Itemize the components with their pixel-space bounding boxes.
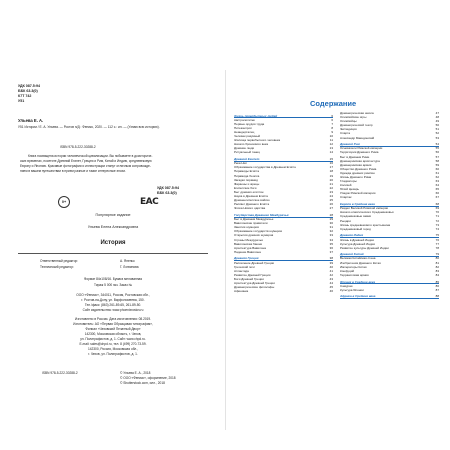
toc-entry-label: Рассвет Древнего Египта	[234, 202, 270, 207]
credit-name: А. Яненко	[120, 259, 135, 263]
toc-entry-page: 14	[329, 150, 333, 155]
toc-entry-label: Олимпийские игры	[340, 115, 367, 120]
toc-entry-label: Древние люди	[234, 146, 255, 151]
toc-entry-label: Река Нил	[234, 161, 248, 166]
toc-entry-page: 30	[329, 221, 333, 226]
toc-entry-label: Культура Японии	[340, 287, 364, 292]
printing-line: Изготовитель: АО «Первая Образцовая типография»,	[73, 322, 153, 326]
toc-entry-page: 28	[329, 212, 333, 217]
toc-entry-label: Вавилонская башня	[234, 241, 263, 246]
toc-entry-page: 59	[435, 162, 439, 167]
toc-entry-page: 6	[331, 113, 333, 118]
toc-entry-label: Япония в Средние века	[340, 279, 376, 284]
toc-entry-page: 44	[329, 281, 333, 286]
credit-name: Г. Логвинова	[120, 265, 139, 269]
toc-entry-page: 86	[435, 283, 439, 288]
toc-entry-page: 25	[329, 198, 333, 203]
toc-entry-page: 38	[329, 256, 333, 261]
toc-entry-page: 64	[435, 183, 439, 188]
toc-entry-label: Великая Китайская стена	[340, 256, 376, 261]
toc-entry-page: 31	[329, 225, 333, 230]
printing-line: г. Чехов, ул. Полиграфистов, д. 1.	[88, 352, 138, 356]
toc-entry-label: Древнеримская архитектура	[340, 158, 380, 163]
toc-entry-page: 58	[435, 158, 439, 163]
toc-entry-label: Быт в Древнем Риме	[340, 154, 370, 159]
toc-entry-page: 9	[331, 129, 333, 134]
isbn-bottom: ISBN 978-5-222-30288-2	[42, 371, 78, 375]
toc-entry-page: 87	[435, 287, 439, 292]
toc-entry-page: 60	[435, 166, 439, 171]
toc-entry-label: Африка в Средние века	[340, 294, 376, 299]
toc-entry-label: Древняя Греция	[234, 256, 259, 261]
copyright-line: © ООО «Феникс», оформление, 2018	[120, 376, 176, 380]
publisher-line: г. Ростов-на-Дону, ул. Варфоломеева, 150.	[81, 298, 145, 302]
bibliographic-title: У51 Истории / Е. А. Ульева. — Ростов н/Д : Феникс, 2020. — 112 с.: ил. — (Узнаю всю историю).	[18, 125, 160, 129]
toc-entry-label: Занятия шумеров	[234, 225, 259, 230]
toc-entry-page: 16	[329, 161, 333, 166]
contents-title: Содержание	[310, 99, 357, 108]
toc-right-column	[340, 111, 439, 299]
udk-line-2: УДК 087.5:94	[157, 186, 179, 190]
toc-entry-page: 39	[329, 260, 333, 265]
toc-entry-label: Вавилонские правители	[234, 221, 268, 226]
toc-entry-page: 18	[329, 169, 333, 174]
toc-entry-page: 49	[435, 119, 439, 124]
index-line: У51	[18, 99, 25, 103]
toc-entry-label: Изобретения Древнего Китая	[340, 260, 381, 265]
divider	[18, 253, 208, 254]
toc-entry-page: 11	[329, 138, 333, 143]
credit-role: Ответственный редактор:	[40, 259, 79, 263]
toc-entry-label: Культура Древней Индии	[340, 241, 376, 246]
toc-entry-page: 50	[435, 123, 439, 128]
toc-entry-label: Государства Древнего Междуречья	[234, 212, 289, 217]
toc-left-column	[234, 111, 333, 293]
toc-entry-page: 19	[329, 173, 333, 178]
toc-entry-label: Колизей	[340, 183, 352, 188]
toc-entry-label: Боги Древней Греции	[234, 276, 264, 281]
publisher-line: ООО «Феникс», 344011, Россия, Ростовская обл.,	[76, 293, 150, 297]
toc-entry-page: 68	[435, 202, 439, 207]
toc-entry-page: 81	[435, 260, 439, 265]
toc-entry[interactable]	[340, 246, 439, 250]
toc-entry-page: 66	[435, 191, 439, 196]
edition-kind: Популярное издание	[95, 213, 131, 217]
toc-entry[interactable]	[340, 136, 439, 140]
toc-entry-page: 47	[435, 111, 439, 115]
toc-entry-label: Средневековый город	[340, 226, 371, 231]
toc-entry-label: Быт древних египтян	[234, 189, 264, 194]
toc-entry-label: Самураи	[340, 283, 353, 288]
toc-entry-label: Быт в Древнем Междуречье	[234, 217, 274, 222]
toc-entry-page: 12	[329, 142, 333, 147]
toc-entry[interactable]	[340, 288, 439, 292]
annotation-line: Книга посвящена истории человеческой цивилизации. Вы побываете в доисториче-	[28, 154, 153, 158]
print-run-line: Тираж 5 000 экз. Заказ №	[94, 283, 132, 287]
toc-entry-label: Греческий поэт	[234, 264, 256, 269]
toc-entry-label: Пирамида Хеопса	[234, 173, 260, 178]
toc-entry-page: 84	[435, 272, 439, 277]
printing-line: E-mail: sales@chpd.ru, тел. 8 (499) 270-73-59.	[79, 342, 147, 346]
toc-entry-page: 73	[435, 222, 439, 227]
toc-entry-label: Древнеримская армия	[340, 162, 372, 167]
toc-entry-label: Экспедиция	[340, 127, 357, 132]
toc-entry-page: 75	[435, 233, 439, 238]
toc-entry-label: Архитектура Вавилона	[234, 245, 266, 250]
toc-entry[interactable]	[234, 150, 333, 154]
toc-entry-label: Олимпийцы	[340, 119, 357, 124]
toc-entry-page: 69	[435, 206, 439, 211]
printing-line: 142300, Россия, Московская обл.,	[87, 347, 139, 351]
toc-entry-page: 10	[329, 134, 333, 139]
toc-entry-page: 83	[435, 268, 439, 273]
toc-entry-label: Страны Междуречья	[234, 237, 263, 242]
toc-entry-page: 26	[329, 202, 333, 207]
toc-entry-label: Развитие Древней Греции	[234, 272, 271, 277]
toc-entry-label: Основатели Римской империи	[340, 146, 383, 151]
toc-entry-label: Фараоны и жрецы	[234, 181, 260, 186]
toc-entry-label: Образование государств шумеров	[234, 229, 282, 234]
toc-entry-page: 85	[435, 279, 439, 284]
toc-entry-page: 6	[331, 117, 333, 122]
copyright-line: © Ульева Е. А., 2018	[120, 371, 151, 375]
toc-entry-label: Спарта	[340, 131, 351, 136]
toc-entry-page: 71	[435, 214, 439, 219]
credit-role: Технический редактор:	[40, 265, 74, 269]
toc-entry-label: Наука в Древнем Египте	[234, 193, 269, 198]
toc-entry-page: 41	[329, 268, 333, 273]
toc-entry-label: Древний Китай	[340, 252, 364, 257]
publisher-line: Тел./факс: (863) 261-89-65, 261-89-50.	[84, 303, 142, 307]
toc-entry-label: Развитие культуры Древней Индии	[340, 245, 389, 250]
toc-entry[interactable]	[340, 195, 439, 199]
toc-entry-label: Древний Рим	[340, 142, 360, 147]
toc-entry-label: Атлантида	[234, 268, 249, 273]
toc-entry-label: Эпоха Нового царства	[234, 206, 266, 211]
toc-entry-page: 55	[435, 146, 439, 151]
eac-mark-icon: EAC	[140, 197, 159, 207]
toc-entry-page: 21	[329, 181, 333, 186]
toc-entry-label: Одежда древних римлян	[340, 170, 375, 175]
printing-line: Изготовлено в России. Дата изготовления: 08.2019.	[74, 317, 152, 321]
toc-entry-label: Древняя Индия	[340, 233, 364, 238]
toc-section-heading[interactable]	[340, 294, 439, 298]
toc-entry-label: Жизнь первобытных людей	[234, 113, 278, 118]
toc-entry-label: Жилища первобытного человека	[234, 138, 280, 143]
toc-entry-label: Образование государства в Древнем Египте	[234, 165, 297, 170]
toc-entry-label: Спартак	[340, 195, 352, 200]
toc-entry-label: Падение Вавилона	[234, 249, 261, 254]
format-line: Формат 84х108/16. Бумага мелованная	[83, 277, 143, 281]
toc-entry-label: Неандерталец	[234, 129, 255, 134]
toc-entry-page: 78	[435, 245, 439, 250]
toc-entry-label: Раздел Великой Римской империи	[340, 206, 389, 211]
toc-entry-label: Юлий Цезарь	[340, 187, 359, 192]
toc-entry-page: 34	[329, 237, 333, 242]
toc-entry-page: 51	[435, 127, 439, 132]
toc-entry-label: Расселение Древней Греции	[234, 260, 275, 265]
toc-entry-label: Общество Древнего Рима	[340, 166, 377, 171]
toc-entry-page: 57	[435, 154, 439, 159]
kt-line: К7Т 742	[18, 94, 32, 98]
toc-entry-page: 72	[435, 218, 439, 223]
toc-entry-page: 20	[329, 177, 333, 182]
toc-entry-page: 79	[435, 252, 439, 257]
toc-entry-label: Египетские боги	[234, 185, 257, 190]
toc-entry-label: Архитектура Древней Греции	[234, 281, 275, 286]
toc-entry-page: 35	[329, 241, 333, 246]
toc-entry-label: Императоры Китая	[340, 264, 367, 269]
toc-entry-label: Ритуальный танец	[234, 150, 260, 155]
age-rating-badge: 0+	[58, 196, 70, 208]
toc-entry-page: 46	[329, 289, 333, 294]
toc-entry-page: 88	[435, 294, 439, 299]
toc-entry-label: Средневековые замки	[340, 214, 372, 219]
annotation-line: нием в вашем путешествии в прием разные и такие интересные эпохи.	[20, 169, 126, 173]
toc-entry[interactable]	[234, 289, 333, 293]
toc-entry-page: 67	[435, 195, 439, 200]
toc-entry-label: Австралопитек	[234, 117, 255, 122]
toc-entry-label: Территория Древнего Рима	[340, 150, 379, 155]
toc-entry-label: Начало классического Средневековья	[340, 210, 394, 215]
toc-entry-page: 54	[435, 142, 439, 147]
bbk-line: ББК 63.3(0)	[18, 89, 38, 93]
toc-entry-label: Открытия древних шумеров	[234, 233, 274, 238]
toc-entry-page: 33	[329, 233, 333, 238]
toc-entry-label: Древнеегипетское войско	[234, 198, 270, 203]
toc-entry-page: 45	[329, 285, 333, 290]
toc-entry-page: 43	[329, 276, 333, 281]
toc-entry-label: Рыцари	[340, 218, 351, 223]
toc-entry-page: 82	[435, 264, 439, 269]
toc-entry-page: 53	[435, 135, 439, 140]
toc-entry-page: 24	[329, 193, 333, 198]
toc-entry-page: 56	[435, 150, 439, 155]
toc-entry-page: 80	[435, 256, 439, 261]
toc-entry-page: 17	[329, 165, 333, 170]
toc-entry-page: 40	[329, 264, 333, 269]
toc-entry-label: Конфуций	[340, 268, 355, 273]
toc-entry-label: Афинянка	[234, 289, 249, 294]
toc-entry-label: Древнегреческие философы	[234, 285, 275, 290]
toc-entry-page: 22	[329, 185, 333, 190]
toc-entry-page: 36	[329, 245, 333, 250]
toc-entry[interactable]	[340, 273, 439, 277]
printing-line: 142300, Московская область, г. Чехов,	[84, 332, 142, 336]
toc-entry-label: Начало бронзового века	[234, 142, 269, 147]
toc-entry-page: 65	[435, 187, 439, 192]
toc-entry-label: Европа в Средние века	[340, 202, 375, 207]
toc-entry-page: 74	[435, 226, 439, 231]
toc-entry-page: 61	[435, 170, 439, 175]
toc-entry-page: 13	[329, 146, 333, 151]
annotation-line: Европу и Японию. Красивые фотографии и иллюстрации станут отличным сопровожде-	[20, 164, 151, 168]
toc-entry-label: Жизнь в Древней Индии	[340, 237, 375, 242]
toc-entry-label: Первые орудия труда	[234, 121, 265, 126]
toc-entry-page: 29	[329, 217, 333, 222]
toc-entry[interactable]	[234, 250, 333, 254]
toc-entry-label: Гладиаторы	[340, 179, 357, 184]
toc-entry-page: 7	[331, 121, 333, 126]
printing-line: Филиал «Чеховский Печатный Двор»	[85, 327, 141, 331]
toc-entry-label: Пирамиды Египта	[234, 169, 260, 174]
toc-entry-page: 76	[435, 237, 439, 242]
toc-entry-label: Древний Египет	[234, 157, 260, 162]
toc-entry-label: Питекантроп	[234, 125, 252, 130]
toc-entry-label: Александр Македонский	[340, 135, 375, 140]
toc-entry-label: Жизнь средневекового крестьянина	[340, 222, 391, 227]
toc-entry-page: 62	[435, 175, 439, 179]
toc-entry[interactable]	[340, 227, 439, 231]
toc-entry-page: 42	[329, 272, 333, 277]
toc-entry-label: Загадки пирамид	[234, 177, 258, 182]
toc-entry-page: 8	[331, 125, 333, 130]
toc-entry-page: 63	[435, 179, 439, 184]
toc-entry-page: 48	[435, 115, 439, 120]
annotation-line: ских временах, посетите Древний Египет, Грецию и Рим, Китай и Индию, средневековую	[20, 159, 152, 163]
toc-entry-page: 27	[329, 206, 333, 211]
udk-line: УДК 087.5:94	[18, 84, 40, 88]
toc-entry-label: Упадок Римской империи	[340, 191, 376, 196]
toc-entry-label: Терракотовая армия	[340, 272, 369, 277]
isbn-top: ISBN 978-5-222-30288-2	[60, 145, 96, 149]
toc-entry-page: 77	[435, 241, 439, 246]
toc-entry-label: Жизнь Древнего Рима	[340, 175, 372, 179]
bbk-line-2: ББК 63.3(0)	[157, 191, 177, 195]
toc-entry-page: 37	[329, 249, 333, 254]
publisher-line: Сайт издательства: www.phoenixrostov.ru	[82, 308, 144, 312]
toc-entry-page: 52	[435, 131, 439, 136]
toc-entry-page: 70	[435, 210, 439, 215]
toc-entry-page: 15	[329, 157, 333, 162]
toc-entry-label: Человек разумный	[234, 134, 261, 139]
copyright-line: © Shutterstock.com, илл., 2018	[120, 381, 165, 385]
author-full-name: Ульева Елена Александровна	[87, 225, 139, 229]
toc-entry-page: 32	[329, 229, 333, 234]
toc-entry[interactable]	[234, 206, 333, 210]
book-title: История	[100, 240, 126, 246]
author-short: Ульева Е. А.	[18, 118, 44, 123]
toc-entry-page: 23	[329, 189, 333, 194]
printing-line: ул. Полиграфистов, д. 1. Сайт: www.chpd.ru.	[80, 337, 146, 341]
toc-entry-label: Древнегреческая школа	[340, 111, 374, 115]
toc-entry-label: Древнегреческий театр	[340, 123, 373, 128]
